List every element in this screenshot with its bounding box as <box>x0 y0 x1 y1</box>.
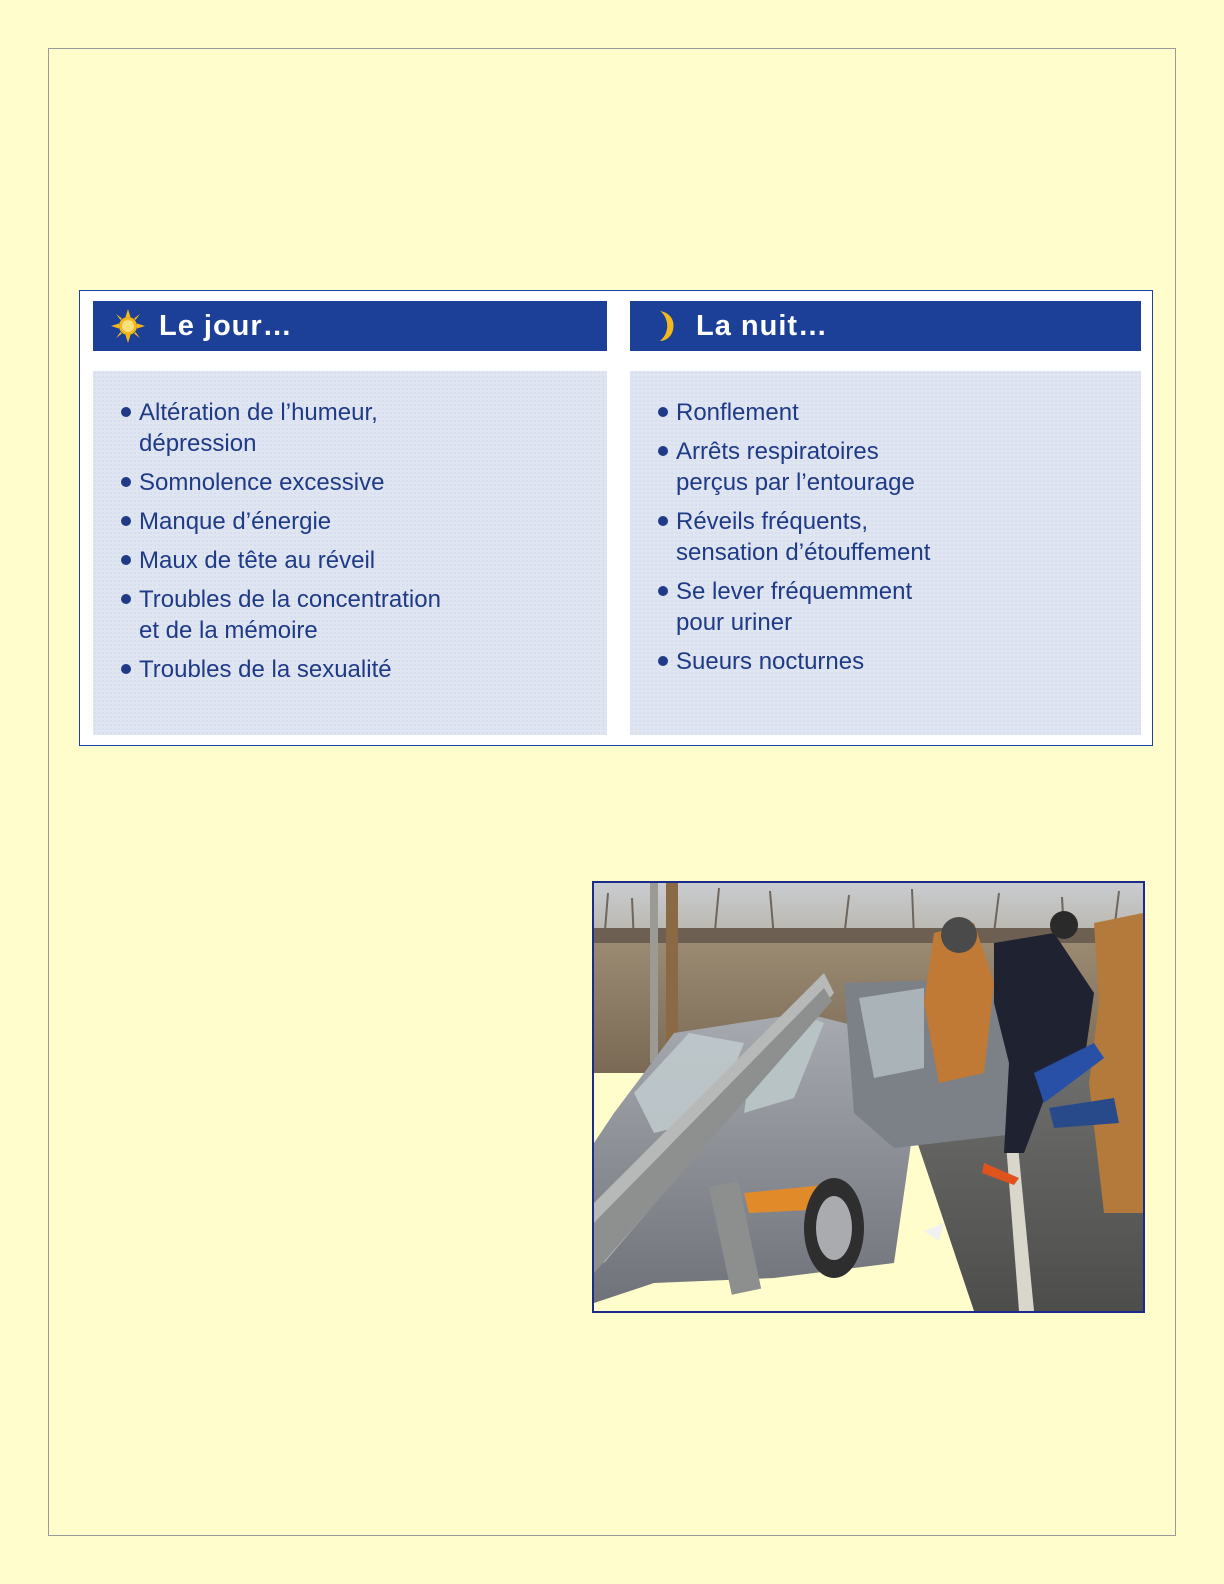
day-list-panel <box>93 371 607 735</box>
list-item: Troubles de la sexualité <box>119 654 607 685</box>
list-item: Se lever fréquemment pour uriner <box>656 576 1141 638</box>
list-item: Altération de l’humeur, dépression <box>119 397 607 459</box>
day-symptom-list <box>119 397 607 685</box>
list-item: Ronflement <box>656 397 1141 428</box>
moon-icon <box>648 309 682 343</box>
crashed-car-guardrail-photo <box>592 881 1145 1313</box>
night-header <box>630 301 1141 351</box>
list-item: Réveils fréquents, sensation d’étouffement <box>656 506 1141 568</box>
night-title: La nuit… <box>696 309 829 342</box>
night-column <box>630 301 1141 735</box>
list-item: Arrêts respiratoires perçus par l’entourage <box>656 436 1141 498</box>
day-title: Le jour… <box>159 309 293 342</box>
list-item: Manque d’énergie <box>119 506 607 537</box>
night-symptom-list <box>656 397 1141 677</box>
symptom-panel <box>79 290 1153 746</box>
sun-icon <box>111 309 145 343</box>
list-item: Maux de tête au réveil <box>119 545 607 576</box>
day-column <box>93 301 607 735</box>
day-header <box>93 301 607 351</box>
list-item: Troubles de la concentration et de la mémoire <box>119 584 607 646</box>
list-item: Sueurs nocturnes <box>656 646 1141 677</box>
night-list-panel <box>630 371 1141 735</box>
list-item: Somnolence excessive <box>119 467 607 498</box>
